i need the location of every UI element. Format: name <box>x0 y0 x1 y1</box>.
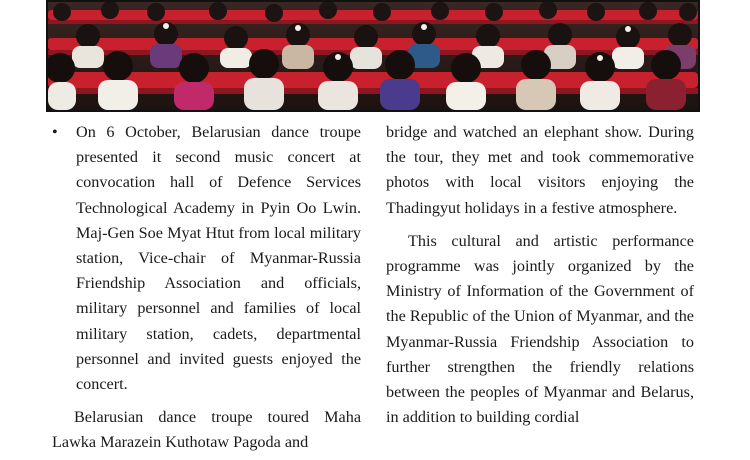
tour-paragraph-end: bridge and watched an elephant show. During the tour, they met and took commemorative photos with local visitors enjoying the Thadingyut holidays in a festive atmosphere. <box>386 123 694 217</box>
right-column <box>386 120 694 430</box>
tour-paragraph-start: Belarusian dance troupe toured Maha Lawka Marazein Kuthotaw Pagoda and <box>52 408 361 452</box>
cultural-paragraph: This cultural and artistic performance programme was jointly organized by the Ministry of Information of the Government of the Republic of the Union of Myanmar, and the Myanmar-Russia Friendship Association to further strengthen the friendly relations between the peoples of Myanmar and Belarus, in addition to building cordial <box>386 231 694 427</box>
concert-audience-photo <box>46 0 700 112</box>
bullet-paragraph: On 6 October, Belarusian dance troupe presented it second music concert at convocation hall of Defence Services Technological Academy in Pyin Oo Lwin. Maj-Gen Soe Myat Htut from local military station, Vice-chair of Myanmar-Russia Friendship Association and officials, military personnel and families of local military station, cadets, departmental personnel and invited guests enjoyed the concert. <box>76 123 361 394</box>
bullet-list-item <box>52 120 361 397</box>
left-column <box>52 120 361 456</box>
bullet-icon: • <box>52 123 58 141</box>
